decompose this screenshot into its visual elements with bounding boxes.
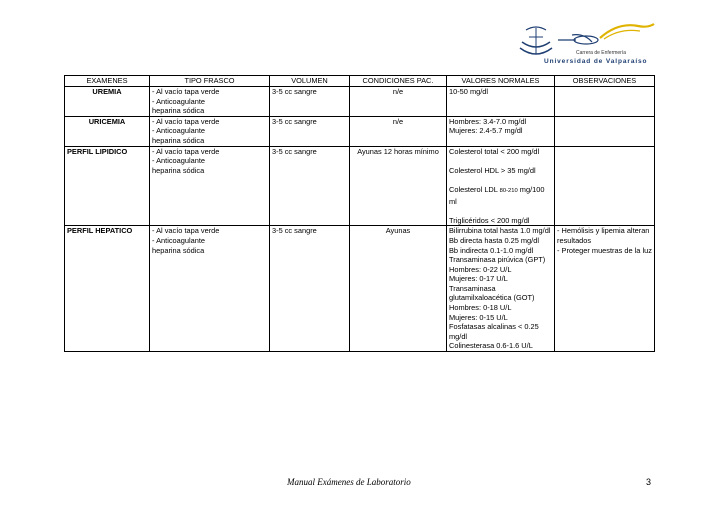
tube-line: - Al vacío tapa verde xyxy=(152,146,220,156)
tube-type xyxy=(150,116,270,146)
tube-line: - Anticoagulante xyxy=(152,96,206,106)
volume: 3-5 cc sangre xyxy=(270,226,350,352)
tube-line: - Al vacío tapa verde xyxy=(152,87,220,96)
volume: 3-5 cc sangre xyxy=(270,87,350,117)
value-subscript: 80-210 xyxy=(499,187,518,194)
logo-flame-icon xyxy=(574,24,654,44)
exam-name: URICEMIA xyxy=(65,116,150,146)
exam-name: UREMIA xyxy=(65,87,150,117)
table-header-row xyxy=(65,76,655,87)
tube-line: heparina sódica xyxy=(152,135,205,145)
volume: 3-5 cc sangre xyxy=(270,146,350,226)
col-header-volumen: VOLUMEN xyxy=(270,76,350,87)
value-unit: mg/100 ml xyxy=(449,184,545,206)
value-line: Fosfatasas alcalinas < 0.25 mg/dl xyxy=(449,322,539,341)
value-line: Colesterol total < 200 mg/dl xyxy=(449,146,540,156)
tube-line: heparina sódica xyxy=(152,245,205,255)
tube-line: heparina sódica xyxy=(152,106,205,116)
value-text: Colesterol LDL xyxy=(449,184,498,194)
table-row xyxy=(65,87,655,117)
observations xyxy=(555,87,655,117)
value-line: Mujeres: 0-17 U/L xyxy=(449,274,508,284)
col-header-tipo-frasco: TIPO FRASCO xyxy=(150,76,270,87)
normal-values xyxy=(447,146,555,226)
value-line: 10-50 mg/dl xyxy=(449,87,489,96)
tube-line: - Anticoagulante xyxy=(152,156,206,166)
tube-type xyxy=(150,146,270,226)
value-line: Transaminasa pirúvica (GPT) xyxy=(449,255,546,265)
normal-values xyxy=(447,87,555,117)
value-line: Transaminasa glutamilxaloacética (GOT) xyxy=(449,283,535,303)
volume: 3-5 cc sangre xyxy=(270,116,350,146)
value-line: Colinesterasa 0.6-1.6 U/L xyxy=(449,341,533,351)
tube-line: heparina sódica xyxy=(152,165,205,175)
exam-name: PERFIL HEPATICO xyxy=(65,226,150,352)
patient-conditions: Ayunas 12 horas mínimo xyxy=(350,146,447,226)
table-row xyxy=(65,146,655,226)
observations xyxy=(555,146,655,226)
value-line: Hombres: 0-18 U/L xyxy=(449,303,512,313)
table-row xyxy=(65,226,655,352)
tube-line: - Anticoagulante xyxy=(152,235,206,245)
col-header-examenes: EXAMENES xyxy=(65,76,150,87)
normal-values xyxy=(447,226,555,352)
value-line xyxy=(449,185,552,206)
page-number: 3 xyxy=(646,477,652,487)
value-line: Mujeres: 0-15 U/L xyxy=(449,312,508,322)
observations xyxy=(555,226,655,352)
value-line: Hombres: 3.4-7.0 mg/dl xyxy=(449,116,527,126)
observation-line: - Hemólisis y lipemia alteran resultados xyxy=(557,226,650,245)
observation-line: - Proteger muestras de la luz xyxy=(557,245,652,255)
tube-line: - Al vacío tapa verde xyxy=(152,226,220,236)
value-line: Mujeres: 2.4-5.7 mg/dl xyxy=(449,126,523,136)
patient-conditions: Ayunas xyxy=(350,226,447,352)
footer-title: Manual Exámenes de Laboratorio xyxy=(287,477,411,487)
col-header-condiciones: CONDICIONES PAC. xyxy=(350,76,447,87)
value-line: Bb directa hasta 0.25 mg/dl xyxy=(449,235,539,245)
tube-type xyxy=(150,87,270,117)
exam-name: PERFIL LIPIDICO xyxy=(65,146,150,226)
col-header-observaciones: OBSERVACIONES xyxy=(555,76,655,87)
col-header-valores-normales: VALORES NORMALES xyxy=(447,76,555,87)
value-line: Hombres: 0-22 U/L xyxy=(449,264,512,274)
value-line: Bb indirecta 0.1-1.0 mg/dl xyxy=(449,245,534,255)
logo-caption-university: Universidad de Valparaíso xyxy=(544,58,648,65)
tube-type xyxy=(150,226,270,352)
value-line: Bilirrubina total hasta 1.0 mg/dl xyxy=(449,226,551,236)
value-line: Colesterol HDL > 35 mg/dl xyxy=(449,165,536,175)
tube-line: - Al vacío tapa verde xyxy=(152,116,220,126)
value-line: Triglicéridos < 200 mg/dl xyxy=(449,215,530,225)
tube-line: - Anticoagulante xyxy=(152,126,206,136)
lab-exams-table xyxy=(64,75,655,352)
observations xyxy=(555,116,655,146)
table-row xyxy=(65,116,655,146)
normal-values xyxy=(447,116,555,146)
logo-caption-nursing: Carrera de Enfermería xyxy=(576,50,627,56)
patient-conditions: n/e xyxy=(350,87,447,117)
patient-conditions: n/e xyxy=(350,116,447,146)
